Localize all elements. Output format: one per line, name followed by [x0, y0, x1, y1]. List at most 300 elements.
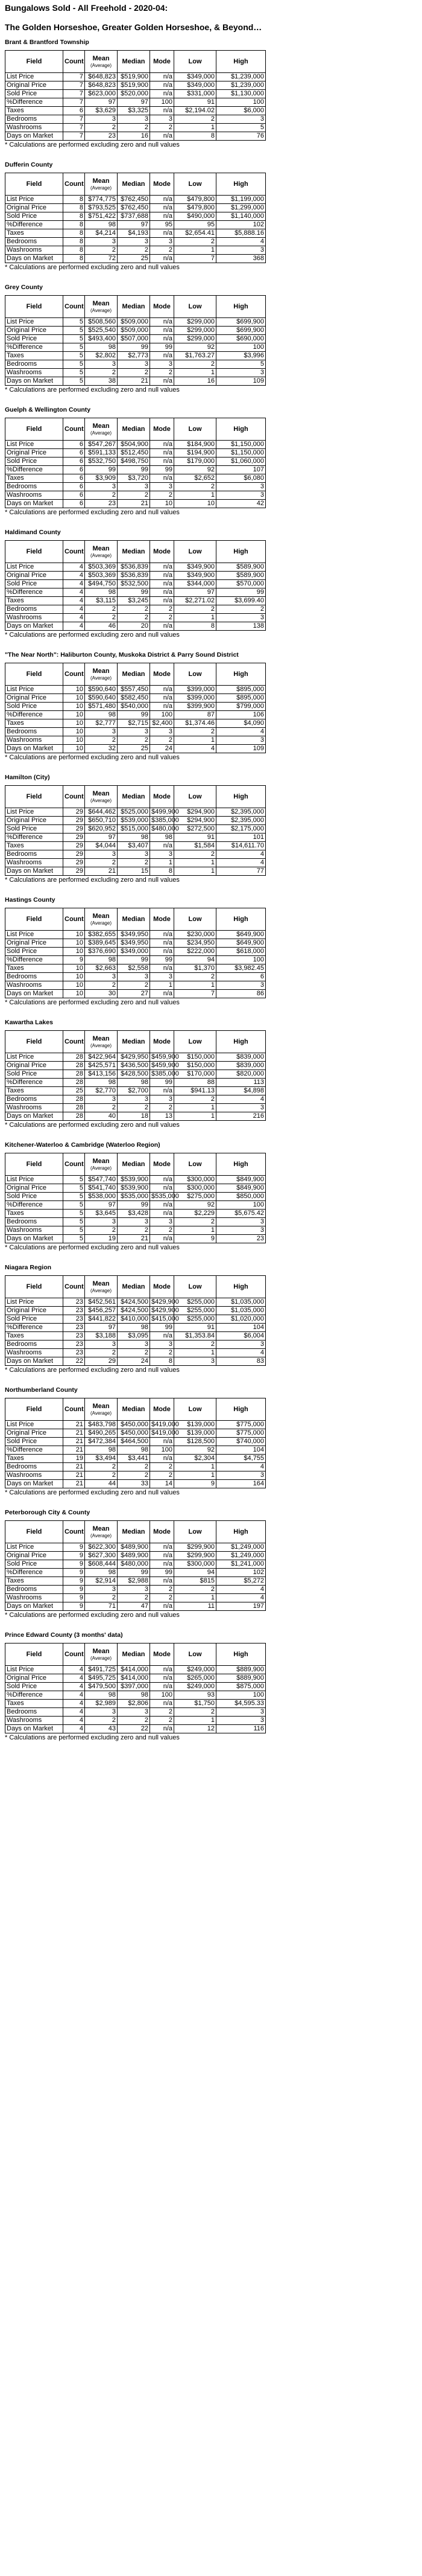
cell-low: $234,950 [174, 939, 216, 948]
table-row-days-on-market [5, 500, 266, 508]
table-row-washrooms [5, 1349, 266, 1357]
column-header-label: High [233, 302, 248, 310]
cell-mode: n/a [150, 572, 174, 580]
table-row-days-on-market [5, 132, 266, 141]
cell-mean: $2,770 [85, 1087, 118, 1095]
cell-mode: n/a [150, 1674, 174, 1683]
stats-table [5, 418, 266, 508]
column-header-label: Median [122, 1038, 145, 1045]
mean-subheader: (Average) [90, 1411, 112, 1416]
cell-median: $507,000 [118, 335, 150, 343]
cell-mode: n/a [150, 474, 174, 483]
cell-low: 1 [174, 1112, 216, 1121]
cell-high: $799,000 [216, 703, 266, 711]
column-header-mean [85, 541, 118, 563]
table-row-sold-price [5, 1315, 266, 1324]
cell-high: 4 [216, 1095, 266, 1104]
cell-field: Original Price [5, 572, 63, 580]
calculation-footnote: * Calculations are performed excluding zero and null values [5, 1121, 180, 1129]
cell-median: 98 [118, 1446, 150, 1455]
cell-mode: $429,900 [150, 1307, 174, 1315]
column-header-label: Count [65, 1160, 84, 1168]
cell-low: $479,800 [174, 204, 216, 212]
cell-field: List Price [5, 73, 63, 81]
column-header-label: Low [188, 670, 202, 678]
cell-field: List Price [5, 1298, 63, 1307]
cell-count: 4 [63, 614, 85, 622]
cell-high: $589,900 [216, 572, 266, 580]
cell-field: Original Price [5, 817, 63, 825]
cell-field: Bedrooms [5, 1586, 63, 1594]
cell-median: 97 [118, 98, 150, 107]
cell-median: 2 [118, 1349, 150, 1357]
cell-low: $294,900 [174, 808, 216, 817]
column-header-label: High [233, 57, 248, 65]
stats-table [5, 1153, 266, 1243]
cell-count: 10 [63, 719, 85, 728]
cell-median: 33 [118, 1480, 150, 1488]
cell-low: $2,654.41 [174, 229, 216, 238]
cell-median: $540,000 [118, 703, 150, 711]
cell-field: Original Price [5, 204, 63, 212]
cell-low: 7 [174, 255, 216, 263]
column-header-label: Mean [92, 1035, 110, 1042]
cell-mean: 98 [85, 588, 118, 597]
cell-field: Sold Price [5, 335, 63, 343]
header-row [5, 296, 266, 318]
cell-mode: 2 [150, 605, 174, 614]
cell-mode: 1 [150, 981, 174, 990]
column-header-mean [85, 1276, 118, 1298]
cell-count: 4 [63, 597, 85, 605]
cell-count: 28 [63, 1079, 85, 1087]
column-header-label: Count [65, 670, 84, 678]
column-header-count [63, 908, 85, 931]
cell-high: $690,000 [216, 335, 266, 343]
cell-high: 3 [216, 1471, 266, 1480]
cell-count: 10 [63, 939, 85, 948]
cell-count: 29 [63, 817, 85, 825]
cell-median: 3 [118, 1708, 150, 1717]
table-row-bedrooms [5, 483, 266, 491]
table-row-pct-difference [5, 466, 266, 474]
column-header-mean [85, 1153, 118, 1176]
cell-low: 2 [174, 1708, 216, 1717]
cell-high: $2,395,000 [216, 817, 266, 825]
cell-low: 3 [174, 1357, 216, 1366]
table-row-pct-difference [5, 1079, 266, 1087]
table-row-list-price [5, 318, 266, 327]
cell-mean: $627,300 [85, 1552, 118, 1560]
cell-median: 2 [118, 369, 150, 377]
cell-median: $349,000 [118, 948, 150, 956]
cell-count: 10 [63, 964, 85, 973]
column-header-label: Mean [92, 300, 110, 307]
cell-low: 93 [174, 1691, 216, 1700]
cell-high: 113 [216, 1079, 266, 1087]
column-header-label: Mean [92, 913, 110, 920]
cell-count: 5 [63, 1226, 85, 1235]
cell-median: 21 [118, 500, 150, 508]
cell-mode: n/a [150, 132, 174, 141]
cell-mean: 97 [85, 1201, 118, 1210]
cell-count: 4 [63, 1717, 85, 1725]
table-row-days-on-market [5, 1725, 266, 1733]
cell-field: Days on Market [5, 1725, 63, 1733]
cell-count: 9 [63, 1543, 85, 1552]
header-row [5, 908, 266, 931]
cell-high: 104 [216, 1446, 266, 1455]
cell-high: 3 [216, 246, 266, 255]
column-header-label: Low [188, 1650, 202, 1658]
cell-field: Original Price [5, 1429, 63, 1438]
cell-field: Bedrooms [5, 1708, 63, 1717]
cell-low: 2 [174, 605, 216, 614]
stats-table [5, 1398, 266, 1488]
cell-high: $850,000 [216, 1193, 266, 1201]
cell-mode: $2,400 [150, 719, 174, 728]
calculation-footnote: * Calculations are performed excluding zero and null values [5, 1734, 180, 1741]
header-row [5, 1276, 266, 1298]
cell-low: 97 [174, 588, 216, 597]
cell-field: Bedrooms [5, 1341, 63, 1349]
column-header-label: Mode [153, 302, 171, 310]
cell-high: $5,888.16 [216, 229, 266, 238]
calculation-footnote: * Calculations are performed excluding zero and null values [5, 999, 180, 1006]
cell-low: $294,900 [174, 817, 216, 825]
cell-low: 92 [174, 466, 216, 474]
cell-median: 2 [118, 491, 150, 500]
cell-low: 1 [174, 1104, 216, 1112]
cell-field: List Price [5, 686, 63, 694]
cell-mean: $3,494 [85, 1455, 118, 1463]
column-header-low [174, 1031, 216, 1053]
cell-count: 5 [63, 360, 85, 369]
cell-low: 1 [174, 1471, 216, 1480]
column-header-high [216, 51, 266, 73]
cell-mean: $422,964 [85, 1053, 118, 1062]
cell-low: $299,900 [174, 1543, 216, 1552]
cell-high: $4,898 [216, 1087, 266, 1095]
cell-low: $300,000 [174, 1176, 216, 1184]
cell-mode: n/a [150, 1455, 174, 1463]
cell-median: $397,000 [118, 1683, 150, 1691]
cell-mode: 99 [150, 956, 174, 964]
table-row-taxes [5, 842, 266, 850]
cell-mode: $459,900 [150, 1053, 174, 1062]
cell-mode: n/a [150, 90, 174, 98]
column-header-high [216, 908, 266, 931]
cell-mode: $385,000 [150, 1070, 174, 1079]
column-header-mean [85, 1398, 118, 1421]
mean-subheader: (Average) [90, 920, 112, 926]
cell-high: $775,000 [216, 1429, 266, 1438]
cell-mode: 95 [150, 221, 174, 229]
cell-field: List Price [5, 931, 63, 939]
cell-mean: $650,710 [85, 817, 118, 825]
table-row-taxes [5, 229, 266, 238]
cell-median: 2 [118, 246, 150, 255]
cell-count: 5 [63, 352, 85, 360]
cell-high: $1,241,000 [216, 1560, 266, 1569]
cell-count: 4 [63, 563, 85, 572]
cell-low: $299,000 [174, 335, 216, 343]
cell-field: %Difference [5, 588, 63, 597]
cell-median: 22 [118, 1725, 150, 1733]
cell-high: 4 [216, 850, 266, 859]
cell-high: 102 [216, 221, 266, 229]
table-row-washrooms [5, 736, 266, 745]
cell-low: $2,194.02 [174, 107, 216, 115]
cell-low: 1 [174, 867, 216, 876]
cell-mean: $494,750 [85, 580, 118, 588]
column-header-field [5, 1153, 63, 1176]
column-header-label: Field [26, 302, 42, 310]
cell-low: $255,000 [174, 1307, 216, 1315]
column-header-label: Median [122, 302, 145, 310]
table-row-days-on-market [5, 377, 266, 386]
column-header-label: Mode [153, 670, 171, 678]
cell-median: 2 [118, 1226, 150, 1235]
cell-mode: 14 [150, 1480, 174, 1488]
cell-mode: n/a [150, 1235, 174, 1243]
column-header-label: Mode [153, 425, 171, 433]
cell-high: 77 [216, 867, 266, 876]
cell-field: Washrooms [5, 1594, 63, 1602]
cell-mode: n/a [150, 580, 174, 588]
cell-low: 92 [174, 1201, 216, 1210]
cell-high: $895,000 [216, 694, 266, 703]
cell-field: Taxes [5, 1455, 63, 1463]
column-header-high [216, 418, 266, 441]
region-title: Prince Edward County (3 months' data) [5, 1631, 123, 1639]
cell-high: $6,080 [216, 474, 266, 483]
cell-count: 21 [63, 1438, 85, 1446]
column-header-label: Field [26, 1650, 42, 1658]
cell-high: 3 [216, 981, 266, 990]
cell-field: Washrooms [5, 124, 63, 132]
cell-field: Days on Market [5, 1602, 63, 1611]
cell-high: $5,272 [216, 1577, 266, 1586]
table-row-list-price [5, 1666, 266, 1674]
cell-mean: 29 [85, 1357, 118, 1366]
cell-mean: 3 [85, 238, 118, 246]
cell-mode: 8 [150, 1357, 174, 1366]
cell-field: Sold Price [5, 1193, 63, 1201]
column-header-label: Low [188, 1528, 202, 1535]
column-header-mode [150, 51, 174, 73]
cell-mean: 98 [85, 221, 118, 229]
column-header-label: Field [26, 425, 42, 433]
cell-count: 8 [63, 255, 85, 263]
cell-median: $3,428 [118, 1210, 150, 1218]
cell-mode: n/a [150, 204, 174, 212]
cell-field: Original Price [5, 1184, 63, 1193]
region-section [5, 1019, 417, 1129]
cell-field: Taxes [5, 229, 63, 238]
mean-subheader: (Average) [90, 1043, 112, 1048]
column-header-median [118, 173, 150, 196]
column-header-label: Field [26, 915, 42, 923]
cell-field: List Price [5, 1053, 63, 1062]
cell-mode: 2 [150, 1349, 174, 1357]
table-row-list-price [5, 1053, 266, 1062]
cell-median: 3 [118, 238, 150, 246]
cell-field: Washrooms [5, 1349, 63, 1357]
cell-mode: 2 [150, 1104, 174, 1112]
cell-high: $3,699.40 [216, 597, 266, 605]
column-header-median [118, 1643, 150, 1666]
cell-low: $300,000 [174, 1184, 216, 1193]
cell-high: 368 [216, 255, 266, 263]
column-header-low [174, 418, 216, 441]
cell-low: $139,000 [174, 1421, 216, 1429]
cell-median: $3,245 [118, 597, 150, 605]
mean-subheader: (Average) [90, 1533, 112, 1538]
column-header-low [174, 1643, 216, 1666]
cell-mean: 30 [85, 990, 118, 998]
cell-high: 4 [216, 238, 266, 246]
cell-high: 100 [216, 1691, 266, 1700]
cell-mode: n/a [150, 255, 174, 263]
cell-median: $519,900 [118, 81, 150, 90]
cell-field: Days on Market [5, 1235, 63, 1243]
cell-count: 10 [63, 736, 85, 745]
region-section [5, 284, 417, 394]
table-row-washrooms [5, 1594, 266, 1602]
column-header-high [216, 1031, 266, 1053]
cell-field: %Difference [5, 711, 63, 719]
cell-mode: n/a [150, 441, 174, 449]
column-header-label: High [233, 1528, 248, 1535]
cell-mean: 23 [85, 132, 118, 141]
region-title: Grey County [5, 284, 43, 291]
region-title: Hamilton (City) [5, 774, 50, 781]
cell-mean: $376,690 [85, 948, 118, 956]
cell-field: Taxes [5, 1700, 63, 1708]
cell-field: Washrooms [5, 859, 63, 867]
cell-low: $139,000 [174, 1429, 216, 1438]
cell-low: $1,374.46 [174, 719, 216, 728]
cell-low: $344,000 [174, 580, 216, 588]
table-row-pct-difference [5, 1691, 266, 1700]
cell-median: $450,000 [118, 1429, 150, 1438]
cell-mode: $535,000 [150, 1193, 174, 1201]
column-header-label: Mode [153, 57, 171, 65]
cell-low: 94 [174, 956, 216, 964]
stats-table [5, 908, 266, 998]
column-header-high [216, 786, 266, 808]
cell-field: Bedrooms [5, 115, 63, 124]
cell-mode: 98 [150, 834, 174, 842]
column-header-label: Field [26, 792, 42, 800]
cell-median: $512,450 [118, 449, 150, 457]
cell-mode: n/a [150, 1725, 174, 1733]
cell-mean: $547,267 [85, 441, 118, 449]
cell-count: 29 [63, 842, 85, 850]
table-row-days-on-market [5, 622, 266, 631]
cell-low: 1 [174, 124, 216, 132]
cell-low: 1 [174, 981, 216, 990]
cell-mode: n/a [150, 1602, 174, 1611]
cell-median: 98 [118, 1324, 150, 1332]
cell-count: 7 [63, 115, 85, 124]
cell-count: 6 [63, 466, 85, 474]
column-header-label: Field [26, 547, 42, 555]
column-header-label: Count [65, 1650, 84, 1658]
table-row-original-price [5, 81, 266, 90]
cell-count: 4 [63, 622, 85, 631]
cell-low: $1,370 [174, 964, 216, 973]
cell-count: 5 [63, 327, 85, 335]
column-header-label: Low [188, 1038, 202, 1045]
cell-count: 7 [63, 98, 85, 107]
column-header-median [118, 51, 150, 73]
cell-mean: $571,480 [85, 703, 118, 711]
cell-high: $570,000 [216, 580, 266, 588]
cell-field: Original Price [5, 1062, 63, 1070]
column-header-label: Mean [92, 1525, 110, 1532]
cell-low: $2,229 [174, 1210, 216, 1218]
cell-mode: 99 [150, 1079, 174, 1087]
calculation-footnote: * Calculations are performed excluding zero and null values [5, 1244, 180, 1251]
calculation-footnote: * Calculations are performed excluding zero and null values [5, 1612, 180, 1619]
cell-mode: 24 [150, 745, 174, 753]
cell-high: $839,000 [216, 1062, 266, 1070]
cell-field: %Difference [5, 98, 63, 107]
column-header-label: Count [65, 180, 84, 188]
table-row-washrooms [5, 1104, 266, 1112]
cell-field: Washrooms [5, 1471, 63, 1480]
cell-field: Sold Price [5, 212, 63, 221]
cell-count: 4 [63, 1683, 85, 1691]
cell-low: 94 [174, 1569, 216, 1577]
column-header-label: Field [26, 1283, 42, 1290]
cell-count: 7 [63, 124, 85, 132]
cell-count: 4 [63, 1691, 85, 1700]
cell-mean: 99 [85, 466, 118, 474]
cell-low: $399,900 [174, 703, 216, 711]
cell-count: 7 [63, 132, 85, 141]
cell-field: Sold Price [5, 457, 63, 466]
cell-count: 9 [63, 1594, 85, 1602]
region-title: Kawartha Lakes [5, 1019, 53, 1026]
cell-count: 6 [63, 500, 85, 508]
cell-low: $222,000 [174, 948, 216, 956]
calculation-footnote: * Calculations are performed excluding zero and null values [5, 1366, 180, 1374]
cell-high: $740,000 [216, 1438, 266, 1446]
cell-count: 10 [63, 948, 85, 956]
cell-field: %Difference [5, 466, 63, 474]
region-section [5, 774, 417, 884]
cell-low: $150,000 [174, 1062, 216, 1070]
column-header-label: Median [122, 57, 145, 65]
column-header-label: Count [65, 302, 84, 310]
column-header-mode [150, 418, 174, 441]
column-header-median [118, 418, 150, 441]
region-title: Niagara Region [5, 1264, 52, 1271]
cell-mode: n/a [150, 196, 174, 204]
cell-low: 1 [174, 1594, 216, 1602]
column-header-label: High [233, 792, 248, 800]
cell-mean: $591,133 [85, 449, 118, 457]
cell-median: 25 [118, 745, 150, 753]
cell-mean: $425,571 [85, 1062, 118, 1070]
cell-mean: $2,663 [85, 964, 118, 973]
cell-high: 23 [216, 1235, 266, 1243]
cell-mean: 2 [85, 491, 118, 500]
cell-mode: 100 [150, 1691, 174, 1700]
